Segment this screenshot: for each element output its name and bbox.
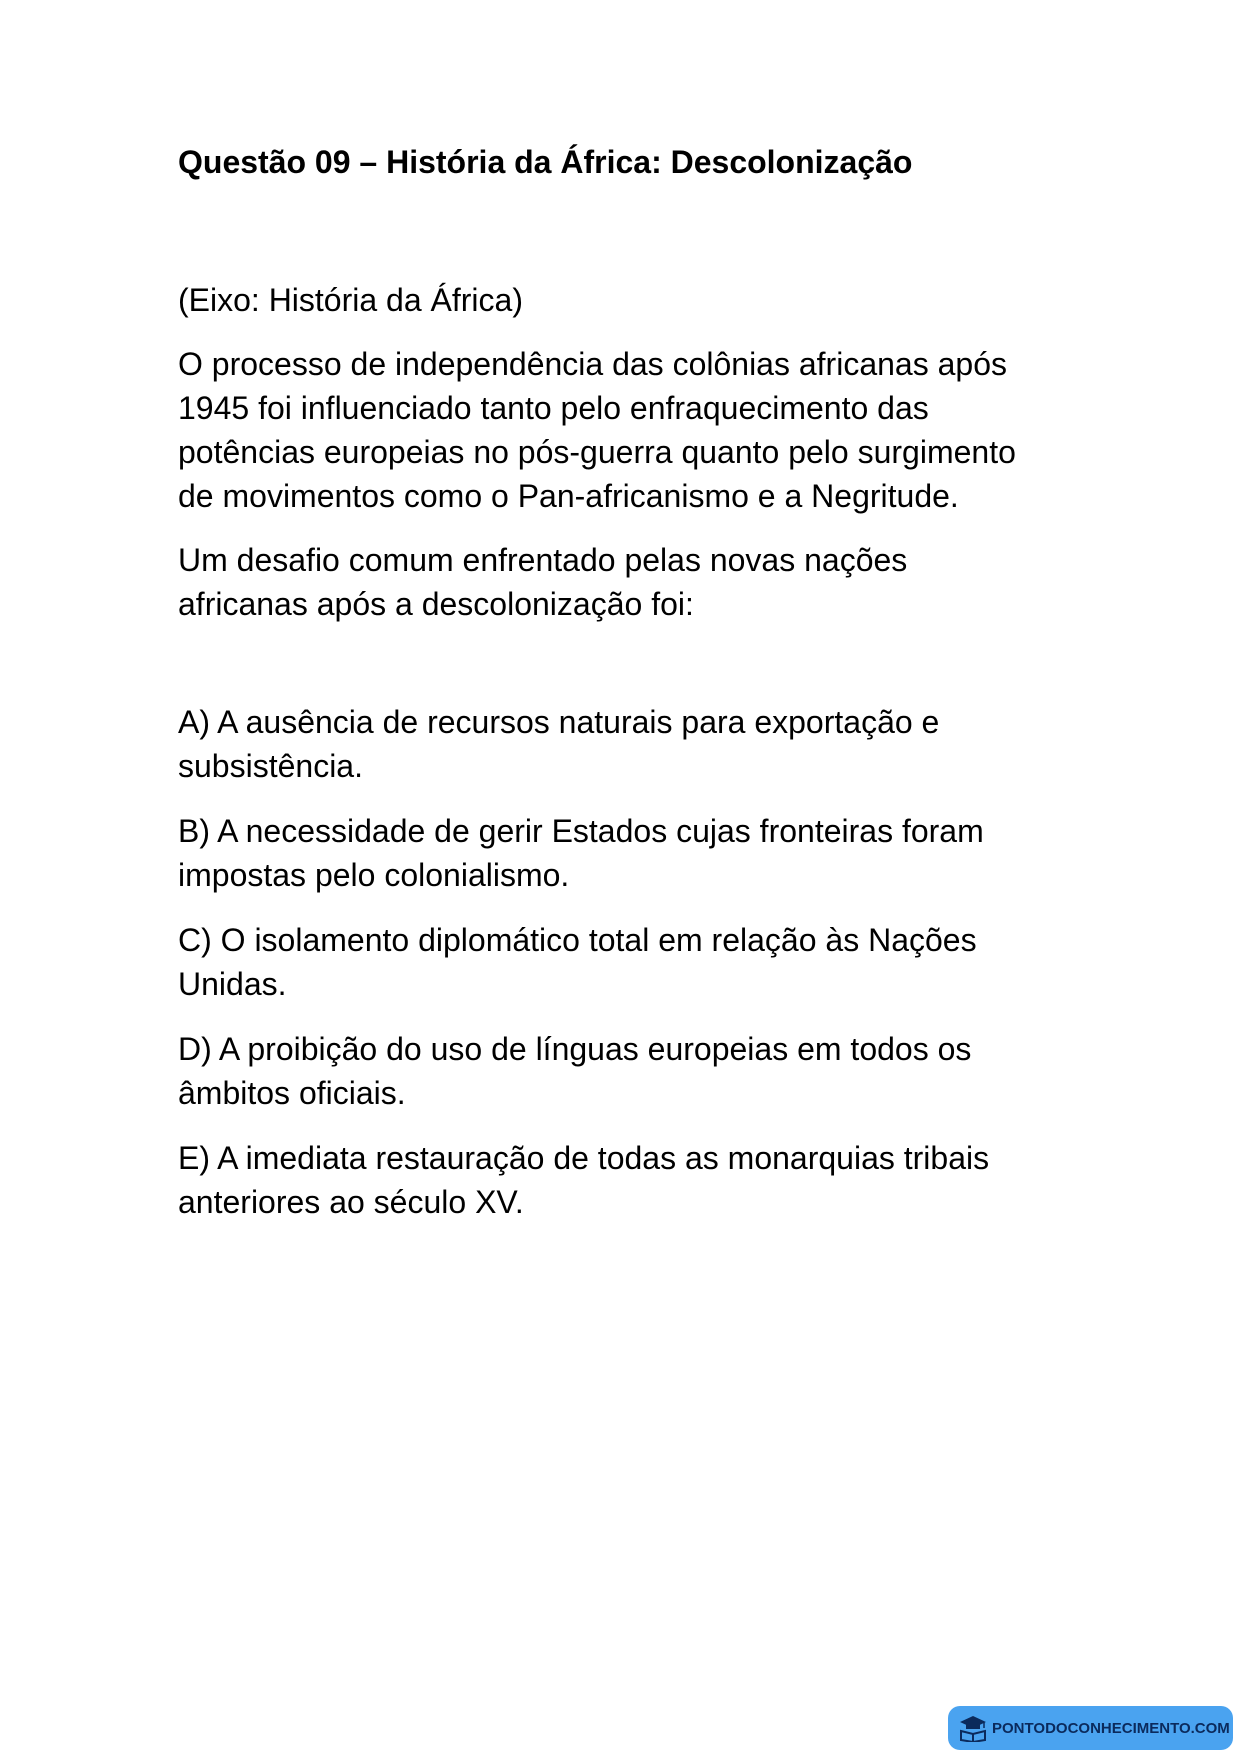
option-text: subsistência. [178, 748, 363, 784]
option-b [178, 809, 1078, 897]
option-text: A) A ausência de recursos naturais para exportação e [178, 704, 940, 740]
question-title: Questão 09 – História da África: Descolonização [178, 144, 913, 180]
prompt-line: Um desafio comum enfrentado pelas novas nações [178, 542, 908, 578]
option-d [178, 1027, 1078, 1115]
context-line: potências europeias no pós-guerra quanto pelo surgimento [178, 434, 1016, 470]
site-badge[interactable] [948, 1706, 1233, 1750]
option-text: C) O isolamento diplomático total em relação às Nações [178, 922, 977, 958]
option-e [178, 1136, 1078, 1224]
graduation-book-icon [958, 1714, 988, 1742]
option-text: anteriores ao século XV. [178, 1184, 524, 1220]
answer-options [178, 700, 1078, 1224]
option-text: B) A necessidade de gerir Estados cujas fronteiras foram [178, 813, 984, 849]
question-prompt [178, 538, 1078, 626]
site-name: PONTODOCONHECIMENTO.COM [992, 1719, 1230, 1737]
context-line: O processo de independência das colônias africanas após [178, 346, 1007, 382]
option-text: impostas pelo colonialismo. [178, 857, 570, 893]
question-content [178, 142, 1078, 1245]
option-text: Unidas. [178, 966, 287, 1002]
option-text: D) A proibição do uso de línguas europeias em todos os [178, 1031, 972, 1067]
context-line: 1945 foi influenciado tanto pelo enfraquecimento das [178, 390, 929, 426]
context-line: de movimentos como o Pan-africanismo e a Negritude. [178, 478, 959, 514]
axis-label: (Eixo: História da África) [178, 282, 523, 318]
prompt-line: africanas após a descolonização foi: [178, 586, 694, 622]
option-text: E) A imediata restauração de todas as monarquias tribais [178, 1140, 990, 1176]
question-context [178, 342, 1078, 518]
option-a [178, 700, 1078, 788]
option-text: âmbitos oficiais. [178, 1075, 406, 1111]
option-c [178, 918, 1078, 1006]
